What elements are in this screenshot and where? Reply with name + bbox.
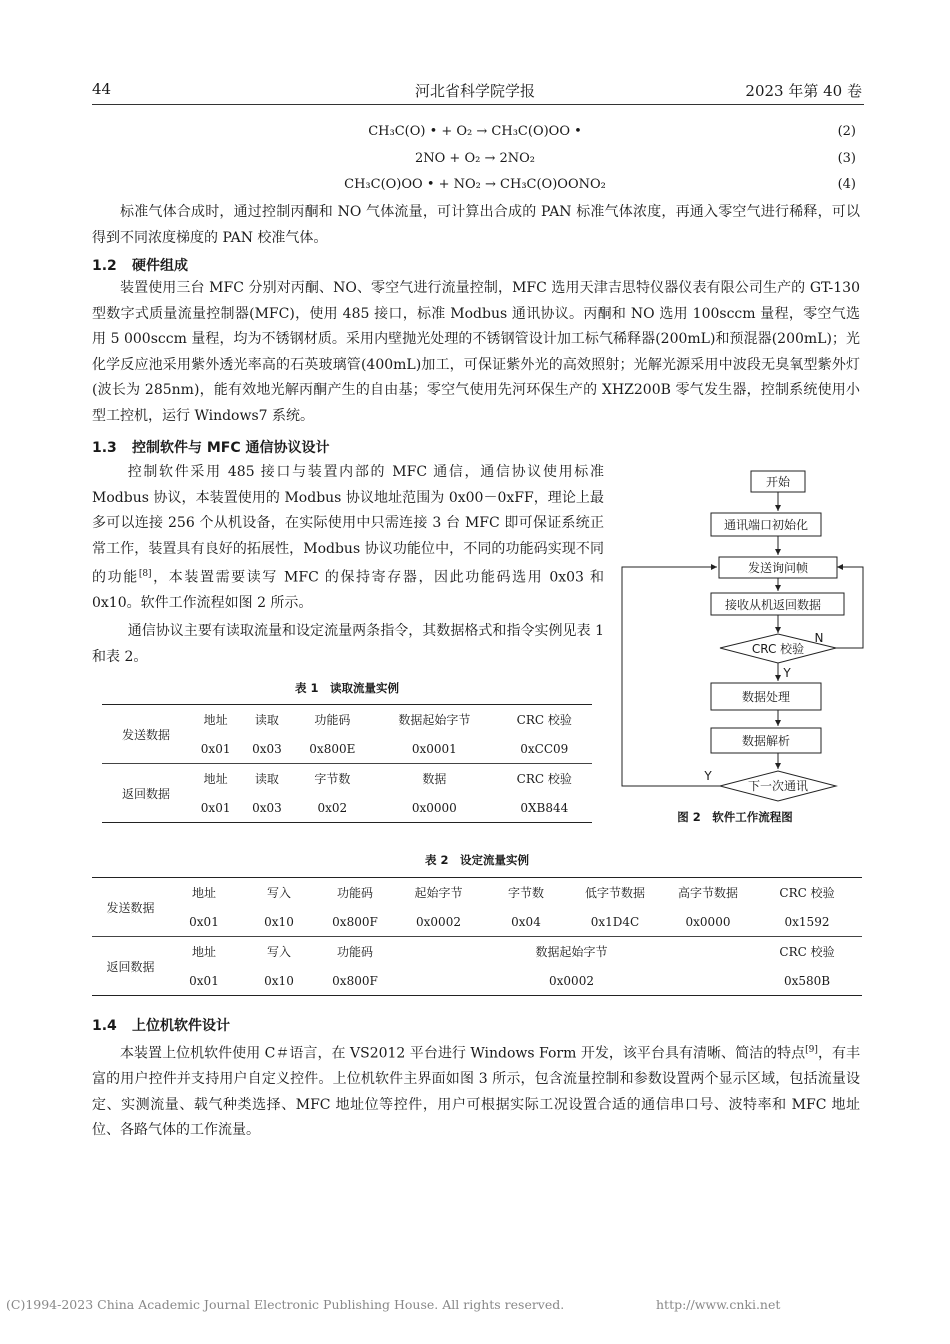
header-cell: 地址 bbox=[190, 705, 241, 735]
node-label: 数据解析 bbox=[741, 734, 791, 748]
node-label: CRC 校验 bbox=[751, 642, 805, 656]
header-cell: 低字节数据 bbox=[566, 878, 664, 908]
table-1-caption: 表 1 读取流量实例 bbox=[294, 681, 399, 695]
equation-4: CH₃C(O)OO • + NO₂ → CH₃C(O)OONO₂ bbox=[344, 177, 606, 192]
section-number: 1.3 bbox=[92, 440, 117, 456]
cnki-link[interactable]: http://www.cnki.net bbox=[656, 1297, 781, 1312]
issue-label: 2023 年第 40 卷 bbox=[745, 82, 862, 100]
paragraph-text: 控制软件采用 485 接口与装置内部的 MFC 通信，通信协议使用标准 Modbus 协议，本装置使用的 Modbus 协议地址范围为 0x00－0xFF，理论上最多可以连接 256 个从机设备，在实际使用中只需连接 3 台 MFC 即可保证系统正常工作，装置具有良好的拓展性，Modbus 协议功能位中，不同的功能码实现不同的功能 bbox=[92, 464, 604, 586]
journal-title: 河北省科学院学报 bbox=[414, 82, 535, 100]
header-cell: CRC 校验 bbox=[779, 945, 835, 959]
section-heading-1-2 bbox=[92, 255, 188, 275]
edge-label-y: Y bbox=[783, 666, 791, 680]
header-cell: 写入 bbox=[239, 878, 319, 908]
header-cell: 字节数 bbox=[486, 878, 566, 908]
header-cell: 数据起始字节 bbox=[535, 945, 608, 959]
value-cell: 0x1D4C bbox=[566, 907, 664, 937]
equation-4-number: (4) bbox=[837, 177, 856, 192]
loop-arrow-y bbox=[622, 567, 720, 786]
header-cell: CRC 校验 bbox=[497, 705, 592, 735]
value-cell: 0x01 bbox=[169, 907, 239, 937]
value-cell: 0x04 bbox=[486, 907, 566, 937]
section-heading-1-3 bbox=[92, 437, 330, 457]
citation-8: [8] bbox=[138, 569, 152, 579]
value-cell: 0x01 bbox=[190, 734, 241, 764]
row-label: 返回数据 bbox=[102, 764, 190, 823]
row-label: 返回数据 bbox=[92, 937, 169, 996]
value-cell: 0x800F bbox=[319, 966, 391, 996]
section-heading-1-4 bbox=[92, 1015, 230, 1035]
copyright-footer: (C)1994-2023 China Academic Journal Electronic Publishing House. All rights reserved. bbox=[6, 1297, 565, 1312]
node-label: 发送询问帧 bbox=[747, 561, 809, 575]
header-cell: 高字节数据 bbox=[664, 878, 752, 908]
value-cell: 0x0000 bbox=[664, 907, 752, 937]
figure-2-caption: 图 2 软件工作流程图 bbox=[677, 810, 793, 824]
value-cell: 0xCC09 bbox=[497, 734, 592, 764]
paragraph-commands: 通信协议主要有读取流量和设定流量两条指令，其数据格式和指令实例见表 1 和表 2。 bbox=[92, 623, 604, 665]
value-cell: 0x03 bbox=[241, 793, 292, 823]
header-cell: CRC 校验 bbox=[752, 878, 862, 908]
header-cell: 读取 bbox=[241, 705, 292, 735]
page-number: 44 bbox=[92, 80, 112, 98]
header-cell: 功能码 bbox=[293, 705, 373, 735]
value-cell: 0x02 bbox=[293, 793, 373, 823]
equation-2-number: (2) bbox=[837, 124, 856, 139]
header-cell: CRC 校验 bbox=[516, 772, 572, 786]
row-label: 发送数据 bbox=[102, 705, 190, 764]
node-label: 数据处理 bbox=[741, 690, 791, 704]
value-cell: 0x580B bbox=[752, 966, 862, 996]
node-label: 开始 bbox=[765, 475, 791, 489]
header-cell: 功能码 bbox=[336, 945, 373, 959]
value-cell: 0x0002 bbox=[391, 966, 752, 996]
edge-label-y: Y bbox=[704, 769, 712, 783]
node-label: 通讯端口初始化 bbox=[723, 518, 809, 532]
value-cell: 0x03 bbox=[241, 734, 292, 764]
value-cell: 0XB844 bbox=[497, 793, 592, 823]
paragraph-text: ，本装置需要读写 MFC 的保持寄存器，因此功能码选用 0x03 和 0x10。软件工作流程如图 2 所示。 bbox=[92, 569, 604, 612]
paragraph-host-software bbox=[92, 1038, 860, 1144]
node-label: 接收从机返回数据 bbox=[724, 598, 822, 612]
value-cell: 0x800F bbox=[319, 907, 391, 937]
header-cell: 地址 bbox=[191, 945, 216, 959]
section-title: 硬件组成 bbox=[132, 258, 188, 274]
value-cell: 0x01 bbox=[169, 966, 239, 996]
section-title: 控制软件与 MFC 通信协议设计 bbox=[132, 440, 330, 456]
paragraph-text: ，有丰富的用户控件并支持用户自定义控件。上位机软件主界面如图 3 所示，包含流量控制和参数设置两个显示区域，包括流量设定、实测流量、载气种类选择、MFC 地址位等控件，用户可根据实际工况设置合适的通信串口号、波特率和 MFC 地址位、各路气体的工作流量。 bbox=[92, 1045, 860, 1139]
value-cell: 0x1592 bbox=[752, 907, 862, 937]
paragraph-protocol bbox=[92, 460, 604, 617]
value-cell: 0x10 bbox=[239, 966, 319, 996]
value-cell: 0x0000 bbox=[372, 793, 496, 823]
header-cell: 字节数 bbox=[314, 772, 351, 786]
equation-3: 2NO + O₂ → 2NO₂ bbox=[414, 151, 535, 166]
value-cell: 0x0002 bbox=[391, 907, 486, 937]
citation-9: [9] bbox=[805, 1045, 818, 1055]
header-cell: 功能码 bbox=[319, 878, 391, 908]
paragraph-text: 本装置上位机软件使用 C＃语言，在 VS2012 平台进行 Windows Form 开发，该平台具有清晰、简洁的特点 bbox=[120, 1045, 806, 1062]
figure-2-flowchart bbox=[610, 462, 870, 807]
header-cell: 数据起始字节 bbox=[372, 705, 496, 735]
section-title: 上位机软件设计 bbox=[132, 1018, 230, 1034]
section-number: 1.4 bbox=[92, 1018, 117, 1034]
node-label: 下一次通讯 bbox=[747, 779, 809, 793]
value-cell: 0x0001 bbox=[372, 734, 496, 764]
table-2-caption: 表 2 设定流量实例 bbox=[424, 853, 529, 867]
header-cell: 读取 bbox=[254, 772, 279, 786]
equation-2: CH₃C(O) • + O₂ → CH₃C(O)OO • bbox=[368, 124, 582, 139]
section-number: 1.2 bbox=[92, 258, 117, 274]
table-2 bbox=[92, 877, 862, 996]
paragraph-hardware: 装置使用三台 MFC 分别对丙酮、NO、零空气进行流量控制，MFC 选用天津吉思特仪器仪表有限公司生产的 GT-130 型数字式质量流量控制器(MFC)，使用 485 接口，标准 Modbus 通讯协议。丙酮和 NO 选用 100sccm 量程，零空气选用 5 000sccm 量程，均为不锈钢材质。采用内壁抛光处理的不锈钢管设计加工标气稀释器(200mL)和预混器(200mL)；光化学反应池采用紫外透光率高的石英玻璃管(400mL)加工，可保证紫外光的高效照射；光解光源采用中波段无臭氧型紫外灯(波长为 285nm)，能有效地光解丙酮产生的自由基；零空气使用先河环保生产的 XHZ200B 零气发生器，控制系统使用小型工控机，运行 Windows7 系统。 bbox=[92, 280, 860, 424]
table-1 bbox=[102, 704, 592, 823]
header-cell: 起始字节 bbox=[391, 878, 486, 908]
value-cell: 0x800E bbox=[293, 734, 373, 764]
value-cell: 0x10 bbox=[239, 907, 319, 937]
edge-label-n: N bbox=[814, 631, 824, 645]
paragraph-intro: 标准气体合成时，通过控制丙酮和 NO 气体流量，可计算出合成的 PAN 标准气体浓度，再通入零空气进行稀释，可以得到不同浓度梯度的 PAN 校准气体。 bbox=[92, 204, 860, 246]
header-cell: 地址 bbox=[169, 878, 239, 908]
value-cell: 0x01 bbox=[190, 793, 241, 823]
equation-3-number: (3) bbox=[837, 151, 856, 166]
row-label: 发送数据 bbox=[92, 878, 169, 937]
header-cell: 数据 bbox=[422, 772, 447, 786]
header-rule bbox=[92, 104, 864, 105]
header-cell: 写入 bbox=[266, 945, 291, 959]
header-cell: 地址 bbox=[203, 772, 228, 786]
